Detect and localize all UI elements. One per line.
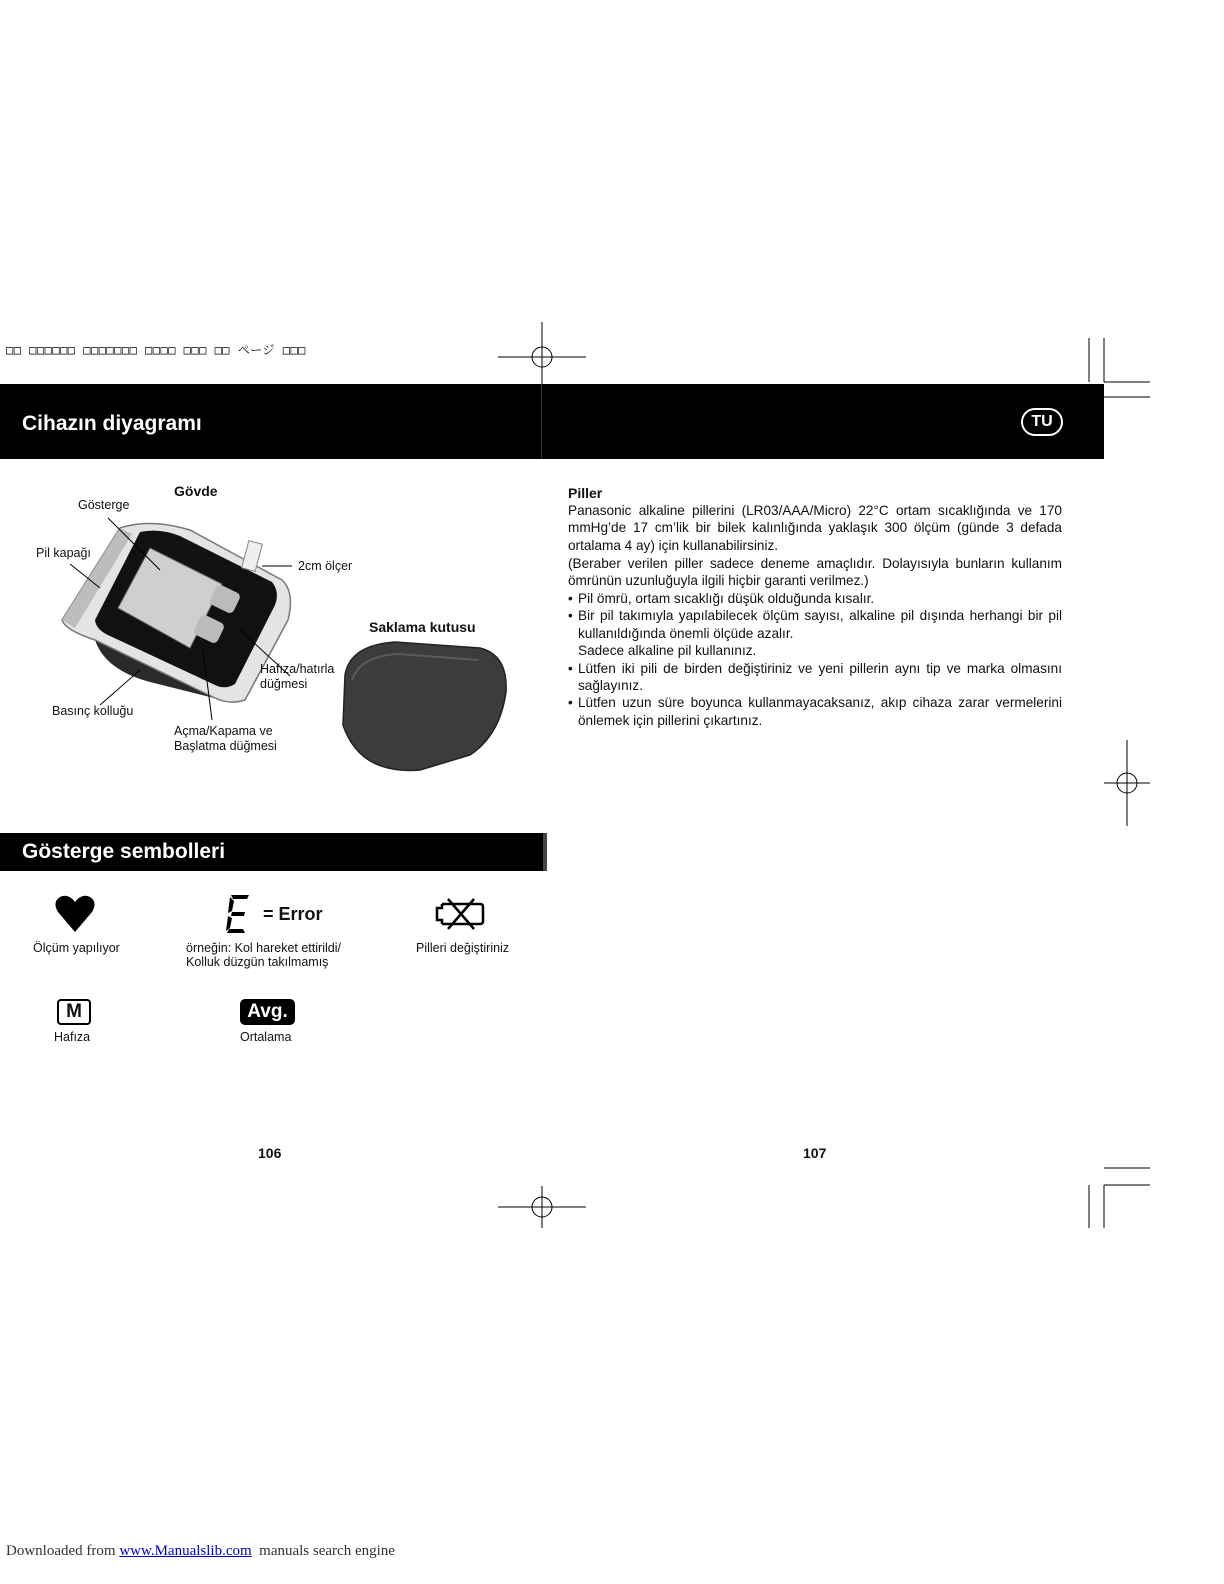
label-hafiza-line2: düğmesi	[260, 677, 308, 691]
label-govde: Gövde	[174, 483, 218, 499]
band-edge	[543, 833, 547, 871]
battery-label: Pilleri değiştiriniz	[416, 941, 510, 955]
list-item	[568, 660, 1062, 695]
error-e-icon	[225, 893, 253, 935]
label-hafiza-line1: Hafıza/hatırla	[260, 662, 335, 676]
language-badge: TU	[1021, 408, 1063, 436]
label-acma-line1: Açma/Kapama ve	[174, 724, 273, 738]
download-footer	[6, 1543, 395, 1560]
piller-bullet-list	[568, 590, 1062, 729]
piller-title: Piller	[568, 485, 603, 501]
section-header-symbols	[0, 833, 547, 871]
piller-paragraph-1: Panasonic alkaline pillerini (LR03/AAA/Micro) 22°C ortam sıcaklığında ve 170 mmHg’de 17 cm’lik bir bilek kalınlığında yaklaşık 300 ölçüm (günde 3 defada ortalama 4 ay) için kullanabilirsiniz.	[568, 503, 1062, 553]
bullet-dot: •	[568, 591, 573, 606]
section-header-diagram	[0, 384, 1104, 459]
bullet-text: Lütfen uzun süre boyunca kullanmayacaksanız, akıp cihaza zarar vermelerini önlemek için pillerini çıkartınız.	[578, 695, 1062, 728]
label-gosterge: Gösterge	[78, 498, 130, 512]
memory-label: Hafıza	[54, 1030, 91, 1044]
section-title-diagram: Cihazın diyagramı	[22, 412, 202, 435]
bullet-dot: •	[568, 660, 573, 676]
bullet-text	[578, 607, 1062, 659]
label-2cm-olcer: 2cm ölçer	[298, 559, 353, 573]
error-label	[186, 941, 341, 969]
battery-replace-icon	[434, 896, 486, 932]
label-saklama-kutusu: Saklama kutusu	[369, 619, 476, 635]
error-label-line2: Kolluk düzgün takılmamış	[186, 955, 329, 969]
bullet-text-main: Bir pil takımıyla yapılabilecek ölçüm sayısı, alkaline pil dışında herhangi bir pil kullanıldığında önemli ölçüde azalır.	[578, 608, 1062, 641]
printer-header-line: □□ □□□□□□ □□□□□□□ □□□□ □□□ □□ ページ □□□	[6, 343, 306, 357]
error-text: = Error	[263, 904, 323, 924]
blood-pressure-monitor-icon	[62, 523, 290, 702]
bullet-dot: •	[568, 608, 573, 624]
label-pil-kapagi: Pil kapağı	[36, 546, 91, 560]
average-icon: Avg.	[240, 999, 295, 1025]
average-label: Ortalama	[240, 1030, 292, 1044]
label-hafiza-button	[260, 662, 334, 692]
footer-suffix: manuals search engine	[251, 1543, 395, 1559]
list-item	[568, 607, 1062, 659]
error-label-line1: örneğin: Kol hareket ettirildi/	[186, 941, 341, 955]
section-title-symbols: Gösterge sembolleri	[22, 840, 226, 863]
label-acma-kapama	[174, 724, 277, 754]
label-basinc-kollugu: Basınç kolluğu	[52, 704, 134, 718]
bullet-text: Pil ömrü, ortam sıcaklığı düşük olduğunda kısalır.	[578, 591, 875, 606]
bullet-text: Lütfen iki pili de birden değiştiriniz ve yeni pillerin aynı tip ve marka olmasını sağlayınız.	[578, 660, 1062, 694]
page-number-right: 107	[803, 1145, 827, 1161]
piller-paragraph-2: (Beraber verilen piller sadece deneme amaçlıdır. Dolayısıyla bunların kullanım ömrünün uzunluğuyla ilgili hiçbir garanti verilmez.)	[568, 556, 1062, 589]
band-divider	[541, 384, 542, 459]
list-item	[568, 590, 1062, 607]
list-item	[568, 694, 1062, 729]
footer-link[interactable]: www.Manualslib.com	[119, 1543, 252, 1559]
bullet-text-extra: Sadece alkaline pil kullanınız.	[578, 643, 757, 659]
heart-icon	[54, 894, 96, 934]
bullet-dot: •	[568, 695, 573, 711]
memory-icon: M	[57, 999, 91, 1025]
footer-prefix: Downloaded from	[6, 1543, 120, 1559]
storage-case-icon	[343, 642, 506, 770]
heart-label: Ölçüm yapılıyor	[33, 941, 120, 955]
page-number-left: 106	[258, 1145, 282, 1161]
label-acma-line2: Başlatma düğmesi	[174, 739, 277, 753]
